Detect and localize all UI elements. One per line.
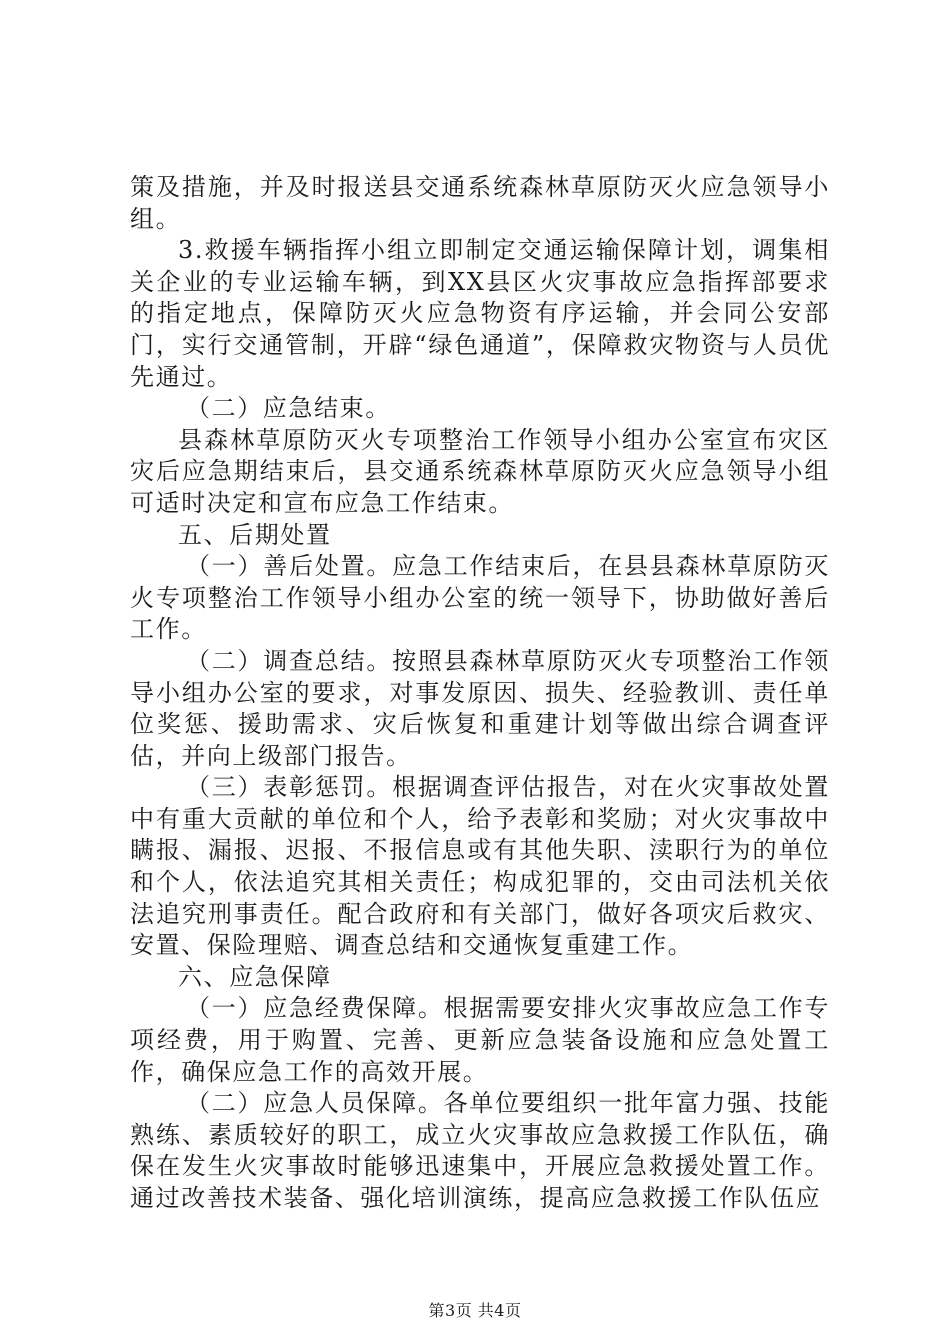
paragraph-emergency-end: 县森林草原防灭火专项整治工作领导小组办公室宣布灾区灾后应急期结束后，县交通系统森林草原防灭火应急领导小组可适时决定和宣布应急工作结束。 — [130, 425, 830, 517]
page-number-footer: 第3页 共4页 — [428, 1301, 522, 1320]
paragraph-rescue-vehicles: 3.救援车辆指挥小组立即制定交通运输保障计划，调集相关企业的专业运输车辆，到XX县区火灾事故应急指挥部要求的指定地点，保障防灭火应急物资有序运输，并会同公安部门，实行交通管制，开辟“绿色通道”，保障救灾物资与人员优先通过。 — [130, 236, 830, 391]
heading-post-disposal: 五、后期处置 — [178, 520, 332, 549]
document-body — [130, 172, 830, 1215]
paragraph-measures-report: 策及措施，并及时报送县交通系统森林草原防灭火应急领导小组。 — [130, 173, 830, 233]
paragraph-rewards-penalties: （三）表彰惩罚。根据调查评估报告，对在火灾事故处置中有重大贡献的单位和个人，给予表彰和奖励；对火灾事故中瞒报、漏报、迟报、不报信息或有其他失职、渎职行为的单位和个人，依法追究其相关责任；构成犯罪的，交由司法机关依法追究刑事责任。配合政府和有关部门，做好各项灾后救灾、安置、保险理赔、调查总结和交通恢复重建工作。 — [130, 773, 830, 960]
heading-emergency-end: （二）应急结束。 — [186, 394, 391, 423]
paragraph-funding: （一）应急经费保障。根据需要安排火灾事故应急工作专项经费，用于购置、完善、更新应急装备设施和应急处置工作，确保应急工作的高效开展。 — [130, 994, 830, 1086]
paragraph-personnel: （二）应急人员保障。各单位要组织一批年富力强、技能熟练、素质较好的职工，成立火灾事故应急救援工作队伍，确保在发生火灾事故时能够迅速集中，开展应急救援处置工作。通过改善技术装备、强化培训演练，提高应急救援工作队伍应 — [130, 1089, 830, 1212]
paragraph-investigation: （二）调查总结。按照县森林草原防灭火专项整治工作领导小组办公室的要求，对事发原因、损失、经验教训、责任单位奖惩、援助需求、灾后恢复和重建计划等做出综合调查评估，并向上级部门报告。 — [130, 646, 830, 770]
heading-emergency-support: 六、应急保障 — [178, 962, 332, 991]
paragraph-aftermath: （一）善后处置。应急工作结束后，在县县森林草原防灭火专项整治工作领导小组办公室的统一领导下，协助做好善后工作。 — [130, 552, 830, 644]
